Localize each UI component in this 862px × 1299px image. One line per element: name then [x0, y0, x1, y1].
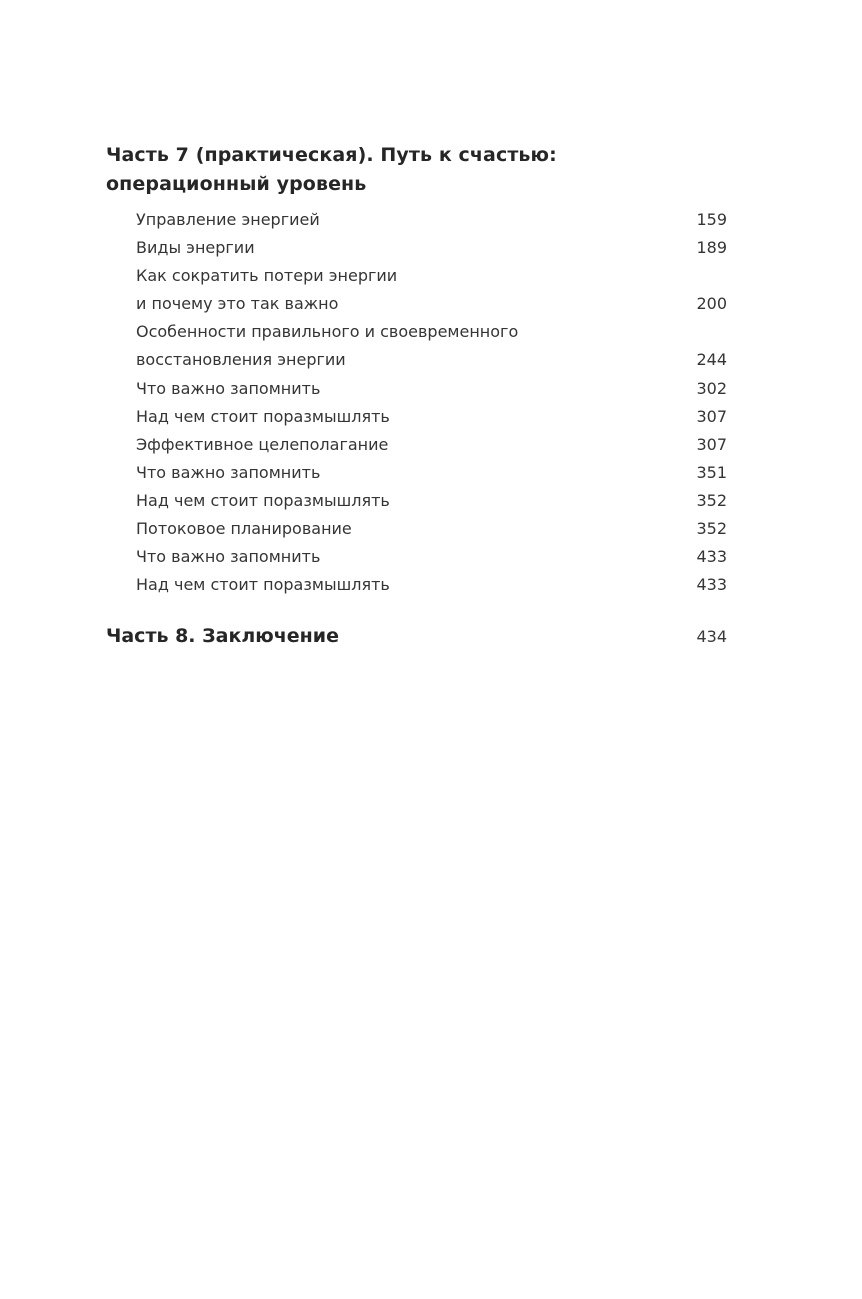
- toc-entry-title: Над чем стоит поразмышлять: [136, 406, 390, 426]
- toc-entry-title-line-1: Как сократить потери энергии: [136, 266, 398, 286]
- part-7-title-line-1: Часть 7 (практическая). Путь к счастью:: [106, 144, 557, 166]
- toc-entry: [136, 375, 727, 403]
- toc-entry-title: Эффективное целеполагание: [136, 434, 389, 454]
- toc-entry: [136, 459, 727, 487]
- part-7-heading: [106, 141, 726, 199]
- toc-entries: [136, 206, 727, 599]
- toc-entry: [136, 234, 727, 262]
- toc-entry: [136, 318, 727, 374]
- toc-entry-title: Над чем стоит поразмышлять: [136, 490, 390, 510]
- toc-entry-title: Что важно запомнить: [136, 547, 321, 567]
- toc-entry: [136, 515, 727, 543]
- toc-entry-page: 307: [696, 434, 727, 454]
- part-7-title-line-2: операционный уровень: [106, 173, 367, 195]
- toc-entry-page: 433: [696, 547, 727, 567]
- toc-entry-title: Над чем стоит поразмышлять: [136, 575, 390, 595]
- toc-entry-page: 244: [696, 350, 727, 370]
- toc-entry: [136, 262, 727, 318]
- toc-entry: [136, 403, 727, 431]
- toc-entry: [136, 431, 727, 459]
- toc-entry-title: Потоковое планирование: [136, 519, 352, 539]
- toc-entry-page: 352: [696, 490, 727, 510]
- toc-entry-page: 433: [696, 575, 727, 595]
- toc-entry-title-line-1: Особенности правильного и своевременного: [136, 322, 519, 342]
- toc-entry-page: 302: [696, 378, 727, 398]
- part-8-heading: Часть 8. Заключение: [106, 625, 339, 647]
- toc-entry: [136, 487, 727, 515]
- toc-entry-page: 189: [696, 238, 727, 258]
- toc-entry-title: Что важно запомнить: [136, 462, 321, 482]
- part-8-page: 434: [696, 627, 727, 646]
- toc-entry: [136, 206, 727, 234]
- toc-entry: [136, 571, 727, 599]
- toc-entry-page: 352: [696, 519, 727, 539]
- toc-entry-title-line-2: и почему это так важно: [136, 294, 339, 314]
- toc-entry-page: 307: [696, 406, 727, 426]
- part-8-row: [106, 622, 727, 652]
- toc-entry-title: Управление энергией: [136, 210, 320, 229]
- toc-entry-title: Виды энергии: [136, 238, 255, 258]
- toc-entry-title: Что важно запомнить: [136, 378, 321, 398]
- toc-entry-page: 351: [696, 462, 727, 482]
- toc-entry-page: 200: [696, 294, 727, 314]
- toc-entry: [136, 543, 727, 571]
- toc-entry-page: 159: [696, 210, 727, 229]
- toc-entry-title-line-2: восстановления энергии: [136, 350, 346, 370]
